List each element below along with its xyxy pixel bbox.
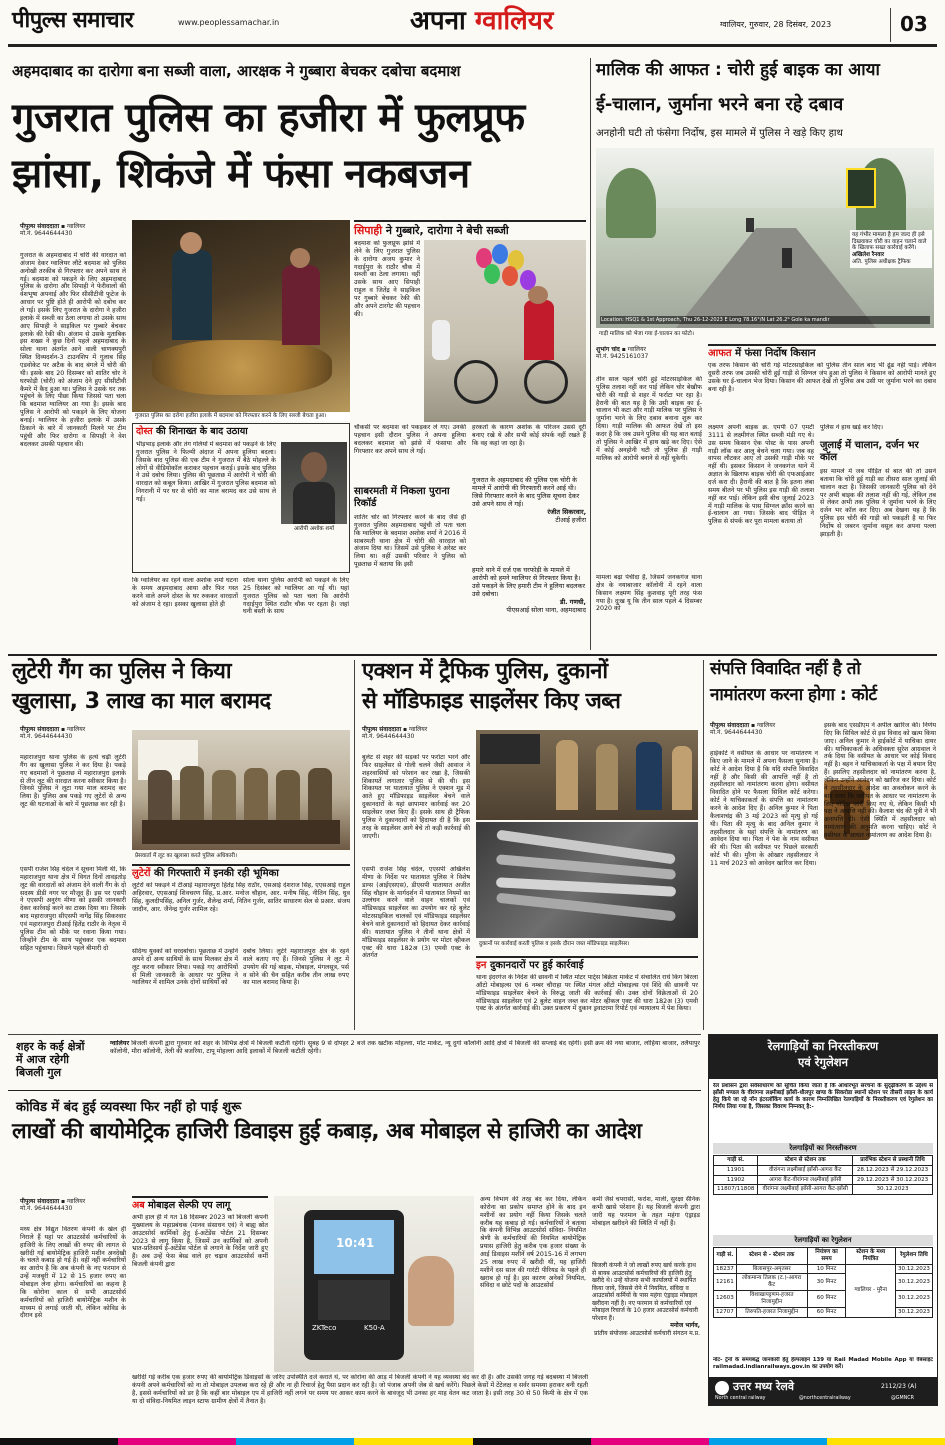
reg-col-route: स्टेशन से - स्टेशन तक [736,1248,807,1265]
story4-column1b: एसपी राजेश सिंह चंदेल, एएसपी अखिलेश मीणा के निर्देश पर यातायात पुलिस ने विशेष डाग्स (आईएसएस), डीएसपी यातायात अजीत सिंह चौहान के मार्गदर्शन में यातायात नियमों का उल्लंघन करने वाले वाहन चालकों एवं मॉडिफाइड साइलेंसर का उपयोग कर रहे बुलेट मोटरसाइकिल चालकों एवं मॉडिफाइड साइलेंसर बेचने वाले दुकानदारों को हिदायत देकर कार्रवाई की। यातायात पुलिस ने तीनों थाना क्षेत्रों में मॉडिफाइड साइलेंसर के प्रयोग पर मोटर व्हीकल एक्ट की धारा 182अ (3) एमवी एक्ट के अंतर्गत [362,866,470,960]
story3-column1b: एसपी राजेश सिंह चंदेल ने सूचना मिली थी, कि महाराजपुरा थाना क्षेत्र में विगत दिनों तावड़तोड़ लूट की वारदातों को अंजाम देने वाली गैंग के दो सदस्य डीडी नगर पर मौजूद हैं। इस पर एसपी ने एएसपी अनुरंग मीणा को इसकी जानकारी देकर कार्रवाई करने का टास्क दिया था। जिसके बाद महाराजपुरा सीएसपी नागेंद्र सिंह सिकरवार एवं महाराजपुरा टीआई हितेंद्र राठौर के नेतृत्व में पुलिस टीम को मौके पर रवाना किया गया। जिन्होंने टीम के साथ पहुंचकर एक बदमाश सहित पहुंचाया। जिसने पहले बीमारी दो [20,866,126,952]
story2-farmer-box-tag: आफत [708,348,732,359]
story4-photo-shop-raid [476,730,698,820]
railway-reg-head: रेलगाड़ियों का रेगुलेशन [713,1235,933,1246]
story3-byline-name: पीपुल्स संवाददाता [20,726,60,733]
story6-byline: पीपुल्स संवाददाता ▪ ग्वालियर मो.नं. 9644644430 [20,1198,86,1213]
story3-column3: दबोच लिया। लुटेरे महाराजपुरा क्षेत्र के रहने वाले बताए गए हैं। जिनसे पुलिस ने लूट में उपयोग की गई बाइक, मोबाइल, मंगलसूत्र, पर्स व सोने की चैन सहित करीब तीन लाख रुपए का माल बरामद किया है। [243,948,349,987]
cancel-col-train: गाड़ी सं. [714,1156,758,1166]
reg-col-train: गाड़ी सं. [714,1248,737,1265]
story3-headline-line2: खुलासा, 3 लाख का माल बरामद [12,689,271,714]
story2-byline-city: ग्वालियर [627,346,646,353]
cancel-cell: 30.12.2023 [853,1185,933,1195]
story6-mobile: मो.नं. 9644644430 [20,1205,73,1213]
story5-mobile: मो.नं. 9644644430 [710,729,763,737]
story3-photo-caption: प्रेसवार्ता में लूट का खुलासा करते पुलिस अधिकारी। [135,853,238,859]
cancel-cell: आगरा कैंट-वीरांगना लक्ष्मीबाई झाँसी [758,1175,853,1185]
story1-bottom-column1: कि ग्वालियर का रहने वाला अशोक शर्मा घटना के समय अहमदाबाद आया और फिर गस्त करने वाले अपने दोस्त के घर रुककर वारदातों को अंजाम दे रहा। इसका खुलासा होते ही [132,577,238,608]
story3-byline-city: ग्वालियर [67,726,86,733]
story4-mobile: मो.नं. 9644644430 [362,733,415,741]
story2-inset-name: अखिलेश रैनवार [852,252,885,259]
railway-cancel-head: रेलगाड़ियों का निरस्तीकरण [713,1143,933,1154]
story2-photo-caption: गाड़ी मालिक को भेजा गया ई-चालान का फोटो। [599,331,694,337]
railway-cancel-table [713,1155,933,1195]
story5-headline-line1: संपत्ति विवादित नहीं है तो [710,659,861,679]
story1-balloon-box [354,220,586,420]
reg-cell: लोकमान्य तिलक (ट.)-आगरा कैंट [736,1274,807,1291]
story2-byline-name: शुभांग चांद [596,346,620,353]
story3-column1: महाराजपुरा थाना पुलिस के हत्थे चढ़ी लुटेरी गैंग का खुलासा पुलिस ने कर दिया है। पकड़े गए बदमाशों ने पूछताछ में महाराजपुरा इलाके से तीन लूट की वारदात करना स्वीकार किया है। जिनसे पुलिस ने लूटा गया माल बरामद कर लिया है। पुलिस अब पकड़े गए लुटेरों से अन्य लूट की घटनाओं के बारे में पूछताछ कर रही है। [20,754,126,809]
story1-accused-caption: आरोपी अशोक शर्मा [293,526,335,532]
story1-quote-ti-text: गुजरात के अहमदाबाद की पुलिस एक चोरी के मामले में आरोपी की गिरफ्तारी करने आई थी। जिसे गिरफ्तार करने के बाद पुलिस सूचना देकर उसे अपने साथ ले गई। [472,476,580,508]
story2-column3a: पुलिस ने हाथ खड़े कर दिए। [820,424,884,431]
reg-cell: 30.12.2023 [895,1274,932,1291]
table-row [714,1307,933,1317]
story2-farmer-box [708,344,936,420]
power-head-line1: शहर के कई क्षेत्रों [16,1040,85,1053]
table-row [714,1291,933,1308]
story2-column3: इस मामले में जब पीड़ित से बात की तो उसने बताया कि चोरी हुई गाड़ी का तीसरा साल जुलाई की चालान कटा है। जिसकी जानकारी पुलिस को देने पर अभी बाइक की तलाश नहीं की गई, लेकिन तब से लेकर अभी तक पुलिस ने जुर्माना भरने के लिए दर्जन भर कॉल कर दिए। अब देखना यह है कि पुलिस इस चोरी की गाड़ी को पकड़ती है या फिर निर्दोष से जबरन जुर्माना वसूल कर अपना पल्ला झाड़ती है। [820,468,936,538]
story1-quote-ti [472,476,586,524]
story2-photo-traffic-cam [596,148,934,328]
story1-balloon-tag: सिपाही [354,224,383,237]
cancel-cell: 11807/11808 [714,1185,758,1195]
reg-cell: 30 मिनट [807,1274,846,1291]
story2-byline: शुभांग चांद ▪ ग्वालियर मो.नं. 9425161037 [596,346,649,361]
story2-inset-quote: यह गंभीर मामला है हम जल्द ही इसे दिखवाकर चोरी का वाहन चलाने वाले के खिलाफ सख्त कार्रवाई करेंगे। [852,232,927,252]
story6-headline: लाखों की बायोमेट्रिक हाजिरी डिवाइस हुई कबाड़, अब मोबाइल से हाजिरी का आदेश [12,1119,642,1144]
reg-cell: तिरुपति-हजरत निजामुद्दीन [736,1307,807,1317]
reg-cell: 12161 [714,1274,737,1291]
cancel-col-route: स्टेशन से स्टेशन तक [758,1156,853,1166]
story6-selfie-box-text: अभी हाल ही में गत 18 दिसम्बर 2023 को बिजली कंपनी मुख्यालय के महाप्रबंधक (मानव संसाधन एवं) ने बाह्य स्रोत आउटसोर्स कार्मिकों हेतु ई-अटेंडेंस पोर्टल 21 दिसम्बर 2023 से लागू किया है, जिसमें उन कार्मिकों को अपनी भ्रात-प्रतिसार्य ई-अटेंडेंस पोर्टल से लगाने के निर्देश जारी हुए हैं। अब उन्हें फेस बेस्ड वाले हर चढ़ाव आउटसोर्स कर्मी बिजली कंपनी द्वारा [132,1214,268,1269]
story6-column1: मध्य क्षेत्र विद्युत वितरण कंपनी के खेल ही निराले हैं यहां पर आउटसोर्स कर्मचारियों के हाजिरी के लिए लाखों की रुपए की लागत से खरीदी गई बायोमेट्रिक हाजिरी मशीन अनदेखी के चलते कबाड़ हो गई है। वहीं नहीं कर्मचारियों का आरोप है कि अब कंपनी के नए फरमान से उन्हें मजबूरी में 12 से 15 हजार रुपए का मोबाइल लेना होगा। कर्मचारियों का कहना है कि कोरोना काल से सभी आउटसोर्स कर्मचारियों को हाजिरी बायोमेट्रिक मशीन के माध्यम से लगाई जाती थी, लेकिन कोविड के दौरान इसे [20,1226,126,1320]
story1-mobile: मो.नं. 9644644430 [20,230,73,238]
power-head-line2: में आज रहेगी [16,1053,70,1067]
reg-col-between: स्टेशन के मध्य नियंत्रित [846,1248,896,1265]
table-row [714,1264,933,1274]
section-prefix: अपना [410,6,466,36]
page-number: 03 [900,12,928,36]
story1-photo-caption: गुजरात पुलिस का दरोगा हजीरा इलाके में बदमाश को गिरफ्तार करने के लिए सब्जी बेचता हुआ। [132,412,350,421]
story6-column3: अन्य विभाग की तरह बंद कर दिया, लेकिन कोरोना का प्रकोप समाप्त होने के बाद इन मशीनों का प्रयोग नहीं किया जिसके चलते करीब यह कबाड़ हो गई। कर्मचारियों ने बताया कि कंपनी विभिन्न आउटसोर्स संविदा- नियमित श्रेणी के कर्मचारियों की नियमित बायोमेट्रिक प्रयास हाजिरी हेतु करीब एक हजार संख्या के आई डिवाइस मशीनें वर्ष 2015-16 में लगभग 25 लाख रुपए में खरीदी थी, यह हाजिरी मशीनें दस साल की गारंटी पीरियड के पहले ही खराब हो गई है। इस कारण अनेकों नियमित, संविदा व छोटे पदों के आउटसोर्स [480,1196,586,1290]
story3-mobile: मो.नं. 9644644430 [20,733,73,741]
story4-byline: पीपुल्स संवाददाता ▪ ग्वालियर मो.नं. 9644644430 [362,726,428,741]
story1-photo-accused [281,442,347,524]
story5-column1: हाईकोर्ट ने वसीयत के आधार पर नामांतरण न किए जाने के मामले में अपना फैसला सुनाया है। कोर्ट ने आदेश दिया है कि यदि संपत्ति विवादित नहीं है और किसी की आपत्ति नहीं है तो तहसीलदार को नामांतरण करना होगा। वसीयत विवादित होने पर फैसला सिविल कोर्ट करेगा। कोर्ट ने याचिकाकर्ता के संपत्ति का नामांतरण करने के आदेश दिए हैं। अनिल कुमार ने पिता कैलाशचंद्र की 3 मई 2023 को मृत्यु हो गई थी। पिता की मृत्यु के बाद अनिल कुमार ने तहसीलदार के यहां संपत्ति के नामांतरण का आवेदन दिया था। पिता ने पेश के नाम वसीयत की थी। पिता की वसीयत पर पिछले सरकारी कोर्ट भी की। मुरैना के ओखार तहसीलदार ने 11 मार्च 2023 को आवेदन खारिज कर दिया। [710,750,818,868]
story3-column2: संदिग्ध युवकों को धरदबोचा। पूछताछ में उन्होंने अपने दो अन्य साथियों के साथ मिलकर क्षेत्र में लूट करना स्वीकार लिया। पकड़े गए आरोपियों से मिली जानकारी के आधार पर पुलिस ने ग्वालियर में शामिल उनके दोनों साथियों को [132,948,238,987]
story1-mid-column: चौकसी पर बदमाश को पकड़कर ले गए। उनकी पहचान इसी दौरान पुलिस ने अपना हुलिया बदलकर बदमाश को झांसे में फंसाया और गिरफ्तार कर अपने साथ ले गई। [354,424,466,455]
story2-camera-overlay: Location: HSQ1 & 1st Approach, Thu 26-12-2023 E Long 78.16°/N Lat 26.2° Gole ka mandir [600,316,930,324]
railway-title-line2: एवं रेगुलेशन [798,1054,848,1069]
story6-selfie-box-title: मोबाइल सेल्फी एप लागू [148,1200,231,1211]
story2-column2: लक्ष्मण अपनी बाइक क्र. एमपी 07 एमटी 3111 से लक्ष्मीगंज स्थित सब्जी मंडी गए थे। उस समय किसान ऐक पोस्ट के पास अपनी गाड़ी लॉक कर आलू बेचने चला गया। जब वह वापस लौटकर आए तो उसकी गाड़ी मौके पर नहीं थी। इसकर किसान ने जनकगंज थाने में अज्ञात के खिलाफ बाइक चोरी की एफआईआर दर्ज करा दी। हैरानी की बात है कि इतना लंबा समय बीतने पर भी पुलिस इस गाड़ी की तलाश नहीं कर पाई। लेकिन इसी बीच जुलाई 2023 में गाड़ी मालिक के पास सिग्नल क्रॉस करने का ई-चालान आ गया। जिसके बाद पीड़ित ने पुलिस से संपर्क कर पूरा मामला बताया तो [708,424,814,526]
table-row [714,1175,933,1185]
story1-quote-ti-title: टीआई हजीरा [555,516,586,524]
story4-photo-caption: दुकानों पर कार्रवाई करती पुलिस व इसके दौरान जब्त मॉडिफाइड साइलेंसर। [479,941,630,947]
story4-shop-box [476,956,698,1030]
dateline: ग्वालियर, गुरुवार, 28 दिसंबर, 2023 [720,20,832,29]
story2-column1: तीन साल पहले चोरी हुई मोटरसाइकिल की पुलिस तलाश नहीं कर पाई लेकिन चोर बेखौफ चोरी की गाड़ी से शहर में फर्राटा भर रहा है। हैरानी की बात यह है कि उसी बाइक का ई-चालान भी कटा और गाड़ी मालिक पर पुलिस ने जुर्माना भरने के लिए दबाव बनाना शुरू कर दिया। गाड़ी मालिक की आफत देखें तो इस कदर है कि जब उसने पुलिस की यह बात बताई तो पुलिस ने आखिर में हाथ खड़े कर दिए। ऐसे में कोई अनहोनी घटी तो पुलिस ही गाड़ी मालिक को आरोपी बनाने से नहीं चूकेगी। [596,376,702,462]
story1-byline-name: पीपुल्स संवाददाता [20,223,60,230]
table-row [714,1185,933,1195]
railway-footer-code: 2112/23 (A) [881,1383,917,1390]
reg-cell: 12603 [714,1291,737,1308]
story1-friend-box-text: भीड़भाड़ इलाके और तंग गलियों में बदमाश को पकड़ने के लिए गुजरात पुलिस ने फिल्मी अंदाज में अपना हुलिया बदला। जिसके बाद पुलिस की एक टीम ने गुजरात में बैठे मोहल्ले के लोगों से वीडियोकॉल कराकर पहचान कराई। इसके बाद पुलिस ने उसे दबोच लिया। पुलिस की पूछताछ में आरोपी ने चोरी की वारदात को कबूल किया। आखिर में गुजरात पुलिस बदमाश को निगरानी में पर घर से चोरी का माल बरामद कर उसे साथ ले गई। [136,441,276,504]
table-row [714,1274,933,1291]
cancel-cell: 11902 [714,1175,758,1185]
story3-role-box [132,864,350,944]
story6-column4a: कर्मी जैसे चपरासी, फर्राश, माली, सुरक्षा सैनिक कभी खासे परेशान हैं। यह बिजली कंपनी द्वारा जारी यह फरमान के तहत महंगा एंड्राइड मोबाइल खरीदने की स्थिति में नहीं हैं। [592,1196,700,1227]
railway-reg-table [713,1247,933,1318]
power-body: बिजली कंपनी द्वारा गुरुवार को शहर के विभिन्न क्षेत्रों में बिजली कटौती रहेगी। सुबह 9 से दोपहर 2 बजे तक खटीक मोहल्ला, मोंट मार्केट, न्यू दुर्गा कॉलोनी आदि क्षेत्रों में बिजली की सप्लाई बंद रहेगी। इसी क्रम की नया बाजार, लोहिया बाजार, तलैयापुर कॉलोनी, मौरा कॉलोनी, तेली की बजरिया, टापू मोहल्ला आदि इलाकों में बिजली कटौती रहेगी। [110,1040,700,1055]
reg-col-date: रेगुलेशन तिथि [895,1248,932,1265]
paper-url[interactable]: www.peoplessamachar.in [178,18,280,27]
cancel-cell: 29.12.2023 से 30.12.2023 [853,1175,933,1185]
story1-column1: गुजरात के अहमदाबाद में चोरी की वारदात को अंजाम देकर ग्वालियर लौटे बदमाश को पुलिस अनोखी तरकीब से गिरफ्तार कर अपने साथ ले गई। बदमाश को पकड़ने के लिए अहमदाबाद पुलिस के दारोगा और सिपाही ने फेरीवालों की वेशभूषा अपनाई और फिर सीसीटीवी फुटेज के आधार पर पुष्टि होते ही आरोपी को दबोच कर ले गई। इसके लिए गुजरात के दारोगा ने हजीरा इलाके में सब्जी का ठेला लगाया तो उसके साथ आए सिपाही ने साइकिल पर गुब्बारे बेचकर इलाके की रेकी की। अंजाम से उसके मुताबिक इस शख्स ने कुछ दिनों पहले अहमदाबाद के सोला थाना अंतर्गत आने वाली चाणक्यपुरी स्थित दिव्यदर्शन-3 टाउनशिप में गुलाब सिंह एडवोकेट पर अटैक के बाद बंगले में चोरी की थी। इसके बाद 20 दिसम्बर को शातिर चोर ने घरफोड़ी (चोरी) को अंजाम देने हुए सीसीटीवी कैमरे में कैद हुआ था। पुलिस ने उसके घर तक पहुंचने के लिए पीछा किया जिससे पता चला कि बदमाश ग्वालियर आ गया है। इसके बाद पुलिस ने आरोपी को पकड़ने के लिए योजना बनाई। ग्वालियर के हजीरा इलाके में उसके ठिकाने के बारे में जानकारी मिलने पर टीम पहुंची और फिर दारोगा व सिपाही ने वेश बदलकर उसकी पहचान की। [20,252,126,448]
story1-friend-box-tag: दोस्त [136,426,153,437]
story1-sub-head: साबरमती में निकला पुराना रिकॉर्ड [354,486,450,509]
story4-photo-silencers [476,822,698,938]
story1-byline: पीपुल्स संवाददाता ▪ ग्वालियर मो.नं. 9644644430 [20,223,86,238]
story6-quote-title: प्रांतीय संयोजक आउटसोर्स कर्मचारी संगठन म.प्र. [594,1329,700,1337]
story1-photo-vendor [132,220,350,412]
story4-column1: बुलेट से शहर की सड़कों पर फर्राटा भरने और फिर साइलेंसर से गोली चलने जैसी आवाज ने शहरवासियों को परेशान कर रखा है, जिसकी शिकायतें लगातार पुलिस से की थी। इस शिकायत पर यातायात पुलिस ने एक्शन मूड में आते हुए मॉडिफाइड साइलेंसर बेचने वाले दुकानदारों के यहां छापामार कार्रवाई कर 20 साइलेंसर जब्त किए हैं। इसके साथ ही ट्रैफिक पुलिस ने दुकानदारों को हिदायत दी है कि इस तरह के साइलेंसर आगे बेचे तो कड़ी कार्रवाई की जाएगी। [362,754,470,840]
story1-friend-box [132,423,350,573]
story6-quote [592,1262,700,1337]
reg-place-cell: ग्वालियर - मुरैना [846,1264,896,1317]
story4-headline-line1: एक्शन में ट्रैफिक पुलिस, दुकानों [362,659,608,684]
story3-role-box-title: की गिरफ्तारी में इनकी रही भूमिका [153,868,279,879]
story4-shop-box-tag: इन [476,960,487,971]
cancel-col-date: प्रारंभिक स्टेशन से प्रस्थानी तिथि [853,1156,933,1166]
railway-title-line1: रेलगाड़ियों का निरस्तीकरण [767,1039,879,1053]
story3-role-box-tag: लुटेरों [132,868,151,879]
story2-column1b: मामला बढ़ा पेचीदा है, जिसमें जनकगंज थाना क्षेत्र के नयाबाजार कॉलोनी में रहने वाला किसान लक्ष्मण सिंह कुशवाह पूरी तरह फंस गया है। दुःख यू कि तीन साल पहले 4 दिसम्बर 2020 को [596,574,702,613]
cancel-cell: वीरांगना लक्ष्मीबाई झाँसी-आगरा कैंट [758,1165,853,1175]
story5-byline-city: ग्वालियर [757,722,776,729]
story1-right-column: हरकतों के कारण अशोक के परिजन उससे दूरी बनाए रखे थे और सभी कोई संपर्क नहीं रखते हैं कि वह कहां जा रहा है। [472,424,586,447]
story1-quote-psi [472,566,586,614]
railway-social-3[interactable]: @GMNCR [891,1396,914,1401]
power-head [16,1040,106,1080]
reg-cell: 30.12.2023 [895,1307,932,1317]
reg-cell: 30.12.2023 [895,1264,932,1274]
story3-photo-press [132,730,350,850]
railway-footer-name: उत्तर मध्य रेलवे [733,1380,794,1393]
story6-wide-text: खरीदी गई करीब एक हजार रुपए की बायोमेट्रिक डिवाइसों के जरिए उपस्थिति दर्ज कराते थे, पर कोरोना की आड़ में बिजली कंपनी ने यह व्यवस्था बंद कर दी है। और उसकी जगह गई बदबस्था में बिजली कंपनी अपने कर्मचारियों को ना तो मोबाइल उपलब्ध करा रहे ही और ना ही रिचार्ज हेतु पैसा प्रदान कर रही है। जो पंजाब अपनी जेब से खर्च करेंगे। पिछले केसों में टेंटेलक्ष व सर्वर समस्या हराकर बनी रहती है, इससे कर्मचारियों को डर है कि कहीं बार मोबाइल एप में हाजिरी नहीं लगने पर समय पर आकर काम करने के बावजूद भी उनका हर माह वेतन कट जाता है। इसी तरह 30 से 50 किमी के क्षेत्र में एक या दो संविदा-नियमित लाइन स्टाफ ग्रामीण क्षेत्रों में तैनात है। [132,1374,588,1405]
story3-headline-line1: लुटेरी गैंग का पुलिस ने किया [12,659,232,684]
device-model: K50-A [364,1324,385,1332]
reg-col-time: नियंत्रण का समय [807,1248,846,1265]
reg-cell: 12707 [714,1307,737,1317]
railway-note: नोट- ट्रेनों के समयबद्ध जानकारी हेतु हेल्पलाइन 139 या Rail Madad Mobile App या वेबसाइट railmadad.indianrailways.gov.in का उपयोग करें। [713,1357,933,1370]
story2-kicker: मालिक की आफत : चोरी हुई बाइक का आया [596,60,880,80]
fingerprint-icon [408,1256,454,1326]
power-head-line3: बिजली गुल [16,1066,62,1080]
story6-photo-biometric-device [274,1196,474,1372]
reg-cell: 10 मिनट [807,1264,846,1274]
reg-cell: 60 मिनट [807,1307,846,1317]
power-text [110,1040,700,1088]
story6-selfie-box [132,1196,268,1372]
cancel-cell: 11901 [714,1165,758,1175]
story1-quote-ti-name: रंजीत सिकरवार, [547,508,586,516]
story6-quote-name: मनोज भार्गव, [670,1322,700,1329]
story2-headline: ई-चालान, जुर्माना भरने बना रहे दबाव [596,94,844,115]
story6-selfie-box-tag: अब [132,1200,145,1211]
story6-kicker: कोविड में बंद हुई व्यवस्था फिर नहीं हो पाई शुरू [16,1100,242,1115]
story6-quote-text: बिजली कंपनी ने जो लाखों रुपए खर्च करके हाथ से बायब आउटसोर्स कर्मचारियों की हाजिरी हेतु खरीदे थे। उन्हें योजना सभी कार्यालयों में स्थापित किया जाये, जिससे रोने में नियमित, संविदा व आउटसोर्स कर्मियों के पास महंगा एंड्राइड मोबाइल खरीदना नहीं है। नए फरमान से कर्मचारियों एवं मोबाइल रिचार्ज के 10 हजार आउटसोर्स कर्मचारी परेशान हैं। [592,1262,698,1322]
story5-byline: पीपुल्स संवाददाता ▪ ग्वालियर मो.नं. 9644644430 [710,722,776,737]
story4-shop-box-text: थाना इंदरगंज के निर्देश की छावनी में स्थित मोटर पार्ट्स बिक्रेता मार्केट में संचालित राधे किंग बिरला ऑटो मोबाइल्स एवं 6 नम्बर चौराहा पर स्थित मंगल ऑटो मोबाइल्स एवं शिंदे की छावनी पर मॉडिफाइड साइलेंसर बेचने के विरुद्ध जाती की कार्रवाई की। उक्त दोनों विक्रेताओं से 20 मॉडिफाइड साइलेंसर एवं 2 बुलेट वाहन जब्त कर मोटर व्हीकल एक्ट की धारा 182अ (3) एमवी एक्ट के अंतर्गत कार्रवाई की। उक्त प्रकरण में दुकान ड्रवाटरमा रिपोर्ट एवं न्यायालय में पेश किया। [476,974,698,1013]
table-row [714,1165,933,1175]
cancel-cell: 28.12.2023 से 29.12.2023 [853,1165,933,1175]
story1-byline-city: ग्वालियर [67,223,86,230]
story5-byline-name: पीपुल्स संवाददाता [710,722,750,729]
story5-headline-line2: नामांतरण करना होगा : कोर्ट [710,685,877,705]
story1-friend-box-title: की शिनाख्त के बाद उठाया [155,426,248,437]
story1-kicker: अहमदाबाद का दारोगा बना सब्जी वाला, आरक्षक ने गुब्बारा बेचकर दबोचा बदमाश [12,62,461,80]
reg-cell: बिलासपुर-अमृतसर [736,1264,807,1274]
color-registration-strip [0,1438,945,1445]
section-city: ग्वालियर [474,6,554,36]
story6-byline-name: पीपुल्स संवाददाता [20,1198,60,1205]
story4-headline-line2: से मॉडिफाइड साइलेंसर किए जब्त [362,689,621,714]
story2-photo-inset [850,230,932,268]
story1-photo-balloon-seller [424,240,586,422]
story1-balloon-title: ने गुब्बारे, दारोगा ने बेची सब्जी [385,224,509,237]
story5-column2: इसके बाद एसडीएम ने अपील खारिज की। निर्णय दिए कि सिविल कोर्ट से इस विवाद को खत्म किया जाए। अनिल कुमार ने हाईकोर्ट में याचिका दायर की। याचिकाकर्ता के अधिवक्ता सुरेश आग्रवाल ने तर्क दिया कि वसीयत के आधार पर कोई विवाद नहीं है। बहन ने याचिकाकर्ता के पक्ष में बयान दिए हैं। इसलिए तहसीलदार को नामांतरण करना है, लेकिन उन्होंने आवेदन को खारिज कर दिया। कोर्ट ने तहसीलदार के आदेश का अवलोकन करने के बाद पाया कि वसीयत के आधार पर नामांतरण के लिए नोटिस जारी किए गए थे, लेकिन किसी भी पक्ष ने आपत्ति नहीं की। कैलाश चंद की पुत्री ने भी अनापत्ति दी। ऐसी स्थिति में तहसीलदार को नामांतरण की अनुमति करना चाहिए। कोर्ट ने वसीयत के आधार नामांतरण का आदेश दिया है। [824,722,936,840]
railway-footer [709,1377,937,1405]
story1-quote-psi-name: डी. गणधी, [560,598,586,606]
story1-quote-psi-text: हमारे थाने में दर्ज एक घरफोड़ी के मामले में आरोपी को हमने ग्वालियर से गिरफ्तार किया है। उसे पकड़ने के लिए हमारी टीम ने हुलिया बदलकर उसे दबोचा। [472,566,586,598]
masthead [0,0,945,50]
reg-cell: 30.12.2023 [895,1291,932,1308]
story1-headline-line1: गुजरात पुलिस का हजीरा में फुलप्रूफ [12,95,525,141]
story1-quote-psi-title: पीएसआई सोला थाना, अहमदाबाद [506,606,586,614]
paper-name: पीपुल्स समाचार [12,8,134,33]
device-brand: ZKTeco [312,1324,337,1332]
device-screen-time: 10:41 [336,1236,375,1250]
story2-deck: अनहोनी घटी तो फंसेगा निर्दोष, इस मामले में पुलिस ने खड़े किए हाथ [596,128,843,139]
story3-role-box-text: लुटेरों को पकड़ने में टीआई महाराजपुरा हितेंद्र सिंह राठौर, एसआई देशराज सिंह, एएसआई राहुल अहिरवार, एएसआई शिवचरण सिंह, प्र.आर. मनोज चौहान, आर. मनीष सिंह, नीतिन सिंह, धुव सिंह, कुलदीपसिंह, अनिल गुर्जर, शैलेन्द्र शर्मा, नितिन गुर्जर, सातिर साधारण सेल से प्रआर. संजय जादौन, आर. जैनेन्द्र गुर्जर शामिल रहे। [132,882,350,913]
power-city: ग्वालियर [110,1040,130,1047]
story1-sub-text: शातिर चोर को गिरफ्तार करने के बाद जैसे ही गुजरात पुलिस अहमदाबाद पहुंची तो पता चला कि ग्वालियर के बदमाश अशोक शर्मा ने 2016 में साबरमती थाना क्षेत्र में चोरी की वारदात को अंजाम दिया था। जिसमें उसे पुलिस ने अरेस्ट कर लिया था। वहीं उसकी परिवार ने पुलिस को पूछताछ में बताया कि इसी [354,514,466,569]
story4-byline-name: पीपुल्स संवाददाता [362,726,402,733]
story2-column3-subhead: जुलाई में चालान, दर्जन भर कॉल [820,440,919,463]
cancel-cell: वीरांगना लक्ष्मीबाई झाँसी-आगरा कैंट-झाँसी [758,1185,853,1195]
story1-bottom-column2: सोला थाना पुलिस आरोपी को पकड़ने के लिए 25 दिसंबर को ग्वालियर आ गई थी। यहां गुजरात पुलिस को पता चला कि आरोपी गदाईपुरा स्थित राठौर चौक पर रहता है। जहां घनी बस्ती के साथ [243,577,349,616]
reg-cell: 18237 [714,1264,737,1274]
story4-byline-city: ग्वालियर [409,726,428,733]
railway-notice [708,1034,938,1406]
story2-inset-title: अति. पुलिस अधीक्षक ट्रैफिक [852,258,911,265]
story1-balloon-text: बदमाश को फुलप्रूफ झांसे में लेने के लिए गुजरात पुलिस के दारोगा अजय कुमार ने गदाईपुरा के राठौर चौक में सब्जी का ठेला लगाया। वहीं उसके साथ आए सिपाही राहुल व जितेंद्र ने साइकिल पर गुब्बारे बेचकर रेकी की और अपने टारगेट की पहचान की। [354,240,420,318]
story2-farmer-box-text: एक तरफ किसान की चोरी गई मोटरसाइकिल को पुलिस तीन साल बाद भी ढूंढ नहीं पाई। लेकिन दूसरी तरफ जब उसकी चोरी हुई गाड़ी से सिग्नल जंप हुआ तो पुलिस ने किसान को आरोपी मानते हुए उसके घर ई-चालान भेज दिया। किसान की आफत देखें तो पुलिस अब उसी पर जुर्माना भरने का दबाव बना रही है। [708,362,936,393]
story4-shop-box-title: दुकानदारों पर हुई कार्रवाई [489,960,584,971]
story3-byline: पीपुल्स संवाददाता ▪ ग्वालियर मो.नं. 9644644430 [20,726,86,741]
story1-headline-line2: झांसा, शिकंजे में फंसा नकबजन [12,151,470,197]
section-title [410,6,553,38]
story6-byline-city: ग्वालियर [67,1198,86,1205]
device-screen [314,1220,394,1274]
railway-logo-icon [715,1381,729,1395]
railway-social-1[interactable]: North central railway [715,1396,766,1401]
railway-social-2[interactable]: @northcentralrailway [799,1396,851,1401]
story2-mobile: मो.नं. 9425161037 [596,353,649,361]
reg-cell: विशाखापट्टणम-हजरत निजामुद्दीन [736,1291,807,1308]
story2-farmer-box-title: में फंसा निर्दोष किसान [735,348,816,359]
reg-cell: 60 मिनट [807,1291,846,1308]
railway-intro: रेल प्रशासन द्वारा सर्वसाधारण को सूचित किया जाता है कि आधारभूत संरचना के सुदृढ़ीकरण के उद्देश्य से झाँसी मण्डल के वीरांगना लक्ष्मीबाई झाँसी-धौलपुर खण्ड के सिकरोडा स्थानों स्टेशन पर तीसरी लाइन के कार्य हेतु किये जा रहे नॉन इंटरलॉकिंग कार्य के कारण निम्नलिखित रेलगाड़ियों के निरस्तीकरण एवं रेगुलेशन का निर्णय लिया गया है, जिसका विवरण निम्नवत् है:- [713,1083,933,1110]
